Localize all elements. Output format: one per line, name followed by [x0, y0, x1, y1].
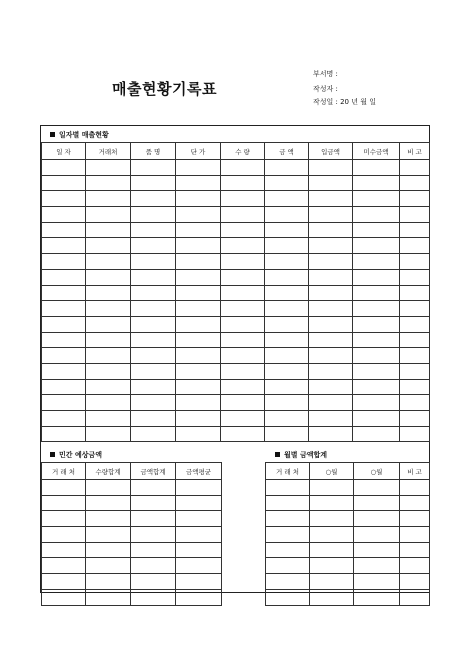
table-cell[interactable]: [131, 160, 176, 176]
table-cell[interactable]: [265, 269, 309, 285]
table-cell[interactable]: [265, 175, 309, 191]
table-cell[interactable]: [400, 332, 430, 348]
table-cell[interactable]: [86, 160, 131, 176]
section-daily-sales-title: [50, 130, 109, 140]
table-row: [266, 542, 430, 558]
table-cell[interactable]: [309, 191, 353, 207]
table-cell[interactable]: [353, 160, 400, 176]
table-cell[interactable]: [310, 558, 354, 574]
table-cell[interactable]: [131, 254, 176, 270]
table-cell[interactable]: [266, 495, 310, 511]
table-cell[interactable]: [400, 160, 430, 176]
table-cell[interactable]: [42, 269, 86, 285]
table-cell[interactable]: [42, 254, 86, 270]
table-cell[interactable]: [86, 316, 131, 332]
table-row: [42, 285, 430, 301]
column-header: 거래처: [86, 143, 131, 160]
document-title: 매출현황기록표: [112, 80, 217, 98]
column-header: 비 고: [400, 143, 430, 160]
table-cell[interactable]: [265, 285, 309, 301]
column-header: 금액합계: [131, 463, 176, 480]
column-header: 수 량: [221, 143, 265, 160]
department-field: 부서명 :: [313, 70, 338, 78]
table-cell[interactable]: [400, 316, 430, 332]
table-cell[interactable]: [221, 269, 265, 285]
table-cell[interactable]: [176, 480, 222, 496]
column-header: ○월: [310, 463, 354, 480]
table-cell[interactable]: [86, 511, 131, 527]
table-cell[interactable]: [131, 558, 176, 574]
table-cell[interactable]: [309, 285, 353, 301]
table-cell[interactable]: [176, 191, 221, 207]
table-cell[interactable]: [265, 254, 309, 270]
table-cell[interactable]: [266, 589, 310, 605]
table-cell[interactable]: [131, 269, 176, 285]
column-header: 입금액: [309, 143, 353, 160]
table-cell[interactable]: [86, 332, 131, 348]
table-cell[interactable]: [309, 426, 353, 442]
table-row: [266, 527, 430, 543]
table-row: [42, 527, 222, 543]
table-cell[interactable]: [131, 348, 176, 364]
table-cell[interactable]: [42, 542, 86, 558]
table-cell[interactable]: [400, 191, 430, 207]
table-cell[interactable]: [131, 542, 176, 558]
table-row: [42, 238, 430, 254]
table-cell[interactable]: [221, 222, 265, 238]
table-cell[interactable]: [353, 254, 400, 270]
table-cell[interactable]: [131, 589, 176, 605]
table-cell[interactable]: [131, 175, 176, 191]
table-cell[interactable]: [353, 222, 400, 238]
table-cell[interactable]: [354, 558, 400, 574]
table-row: [42, 379, 430, 395]
table-row: [42, 411, 430, 427]
table-cell[interactable]: [400, 480, 430, 496]
table-cell[interactable]: [309, 363, 353, 379]
table-cell[interactable]: [400, 495, 430, 511]
table-cell[interactable]: [353, 175, 400, 191]
table-cell[interactable]: [265, 332, 309, 348]
table-cell[interactable]: [310, 495, 354, 511]
column-header: 일 자: [42, 143, 86, 160]
table-cell[interactable]: [265, 363, 309, 379]
table-cell[interactable]: [309, 348, 353, 364]
table-cell[interactable]: [400, 301, 430, 317]
table-cell[interactable]: [42, 348, 86, 364]
table-cell[interactable]: [400, 285, 430, 301]
table-cell[interactable]: [86, 207, 131, 223]
square-bullet-icon: [50, 132, 55, 137]
table-row: [266, 558, 430, 574]
table-cell[interactable]: [354, 480, 400, 496]
table-cell[interactable]: [131, 411, 176, 427]
table-cell[interactable]: [266, 527, 310, 543]
table-cell[interactable]: [42, 411, 86, 427]
monthly-total-table: [265, 462, 430, 606]
column-header: 수량합계: [86, 463, 131, 480]
table-cell[interactable]: [176, 411, 221, 427]
table-cell[interactable]: [309, 238, 353, 254]
table-cell[interactable]: [131, 316, 176, 332]
table-cell[interactable]: [86, 222, 131, 238]
column-header: 품 명: [131, 143, 176, 160]
table-cell[interactable]: [221, 254, 265, 270]
table-cell[interactable]: [86, 363, 131, 379]
table-cell[interactable]: [176, 542, 222, 558]
table-cell[interactable]: [265, 395, 309, 411]
table-cell[interactable]: [176, 348, 221, 364]
table-cell[interactable]: [265, 191, 309, 207]
table-cell[interactable]: [42, 363, 86, 379]
table-cell[interactable]: [310, 511, 354, 527]
table-cell[interactable]: [310, 527, 354, 543]
table-cell[interactable]: [42, 238, 86, 254]
table-cell[interactable]: [176, 316, 221, 332]
table-cell[interactable]: [42, 379, 86, 395]
table-cell[interactable]: [354, 527, 400, 543]
table-cell[interactable]: [353, 411, 400, 427]
table-cell[interactable]: [265, 348, 309, 364]
table-cell[interactable]: [400, 238, 430, 254]
table-cell[interactable]: [176, 285, 221, 301]
monthly-total-header-row: [266, 463, 430, 480]
table-cell[interactable]: [309, 316, 353, 332]
table-cell[interactable]: [353, 301, 400, 317]
table-cell[interactable]: [353, 316, 400, 332]
table-cell[interactable]: [176, 426, 221, 442]
table-cell[interactable]: [42, 574, 86, 590]
table-cell[interactable]: [400, 511, 430, 527]
table-cell[interactable]: [42, 160, 86, 176]
table-cell[interactable]: [353, 191, 400, 207]
table-row: [42, 542, 222, 558]
table-cell[interactable]: [353, 238, 400, 254]
table-row: [42, 332, 430, 348]
column-header: ○월: [354, 463, 400, 480]
table-cell[interactable]: [131, 301, 176, 317]
table-cell[interactable]: [86, 175, 131, 191]
table-cell[interactable]: [265, 379, 309, 395]
table-cell[interactable]: [400, 395, 430, 411]
table-cell[interactable]: [131, 395, 176, 411]
table-cell[interactable]: [131, 379, 176, 395]
table-cell[interactable]: [176, 207, 221, 223]
table-cell[interactable]: [221, 426, 265, 442]
table-cell[interactable]: [266, 542, 310, 558]
column-header: 비 고: [400, 463, 430, 480]
table-cell[interactable]: [176, 238, 221, 254]
table-row: [42, 160, 430, 176]
table-cell[interactable]: [176, 574, 222, 590]
table-cell[interactable]: [266, 480, 310, 496]
table-row: [266, 511, 430, 527]
table-cell[interactable]: [86, 379, 131, 395]
table-cell[interactable]: [400, 269, 430, 285]
table-cell[interactable]: [176, 254, 221, 270]
table-cell[interactable]: [176, 269, 221, 285]
table-cell[interactable]: [42, 191, 86, 207]
table-cell[interactable]: [176, 332, 221, 348]
table-cell[interactable]: [354, 542, 400, 558]
table-cell[interactable]: [42, 589, 86, 605]
table-cell[interactable]: [354, 511, 400, 527]
column-header: 미수금액: [353, 143, 400, 160]
table-cell[interactable]: [400, 175, 430, 191]
table-cell[interactable]: [400, 363, 430, 379]
table-cell[interactable]: [265, 316, 309, 332]
table-cell[interactable]: [309, 379, 353, 395]
table-cell[interactable]: [310, 589, 354, 605]
table-cell[interactable]: [353, 395, 400, 411]
table-cell[interactable]: [265, 207, 309, 223]
table-cell[interactable]: [353, 269, 400, 285]
table-cell[interactable]: [86, 395, 131, 411]
table-cell[interactable]: [265, 238, 309, 254]
table-cell[interactable]: [309, 332, 353, 348]
table-cell[interactable]: [309, 207, 353, 223]
table-cell[interactable]: [221, 191, 265, 207]
table-cell[interactable]: [400, 411, 430, 427]
table-cell[interactable]: [265, 222, 309, 238]
table-cell[interactable]: [400, 589, 430, 605]
section-expected-amount-title: [50, 450, 102, 460]
table-row: [42, 175, 430, 191]
table-row: [42, 301, 430, 317]
table-cell[interactable]: [400, 527, 430, 543]
table-cell[interactable]: [353, 207, 400, 223]
column-header: 금 액: [265, 143, 309, 160]
table-cell[interactable]: [176, 160, 221, 176]
table-cell[interactable]: [131, 222, 176, 238]
section-expected-amount-label: 민간 예상금액: [59, 451, 103, 459]
section-monthly-total-title: [275, 450, 327, 460]
table-row: [266, 589, 430, 605]
table-cell[interactable]: [265, 411, 309, 427]
table-cell[interactable]: [86, 527, 131, 543]
date-field: 작성일 : 20 년 월 일: [313, 98, 376, 106]
section-monthly-total-label: 월별 금액합계: [284, 451, 328, 459]
table-cell[interactable]: [42, 558, 86, 574]
expected-amount-header-row: [42, 463, 222, 480]
table-cell[interactable]: [221, 238, 265, 254]
table-cell[interactable]: [86, 285, 131, 301]
table-cell[interactable]: [86, 574, 131, 590]
table-cell[interactable]: [176, 495, 222, 511]
table-cell[interactable]: [86, 191, 131, 207]
table-cell[interactable]: [400, 222, 430, 238]
table-row: [266, 495, 430, 511]
table-cell[interactable]: [265, 426, 309, 442]
table-cell[interactable]: [310, 480, 354, 496]
table-cell[interactable]: [221, 316, 265, 332]
column-header: 거 래 처: [266, 463, 310, 480]
table-cell[interactable]: [310, 574, 354, 590]
table-cell[interactable]: [221, 348, 265, 364]
table-row: [42, 395, 430, 411]
table-row: [42, 222, 430, 238]
table-cell[interactable]: [309, 175, 353, 191]
table-cell[interactable]: [86, 426, 131, 442]
table-cell[interactable]: [309, 411, 353, 427]
table-cell[interactable]: [86, 348, 131, 364]
table-cell[interactable]: [42, 495, 86, 511]
table-cell[interactable]: [400, 379, 430, 395]
table-cell[interactable]: [176, 395, 221, 411]
table-cell[interactable]: [266, 511, 310, 527]
table-cell[interactable]: [131, 207, 176, 223]
table-cell[interactable]: [400, 254, 430, 270]
table-cell[interactable]: [86, 254, 131, 270]
table-cell[interactable]: [42, 222, 86, 238]
table-cell[interactable]: [221, 332, 265, 348]
table-cell[interactable]: [400, 348, 430, 364]
table-cell[interactable]: [86, 301, 131, 317]
table-cell[interactable]: [221, 395, 265, 411]
table-cell[interactable]: [310, 542, 354, 558]
table-row: [266, 574, 430, 590]
table-cell[interactable]: [42, 175, 86, 191]
table-cell[interactable]: [86, 480, 131, 496]
expected-amount-table: [41, 462, 222, 606]
table-cell[interactable]: [309, 395, 353, 411]
table-cell[interactable]: [131, 574, 176, 590]
table-cell[interactable]: [86, 542, 131, 558]
table-cell[interactable]: [309, 222, 353, 238]
table-row: [42, 207, 430, 223]
table-cell[interactable]: [353, 426, 400, 442]
table-cell[interactable]: [42, 480, 86, 496]
table-cell[interactable]: [176, 301, 221, 317]
table-row: [42, 426, 430, 442]
table-cell[interactable]: [42, 316, 86, 332]
table-cell[interactable]: [176, 511, 222, 527]
table-cell[interactable]: [266, 558, 310, 574]
table-cell[interactable]: [86, 495, 131, 511]
table-cell[interactable]: [221, 379, 265, 395]
table-row: [42, 363, 430, 379]
table-cell[interactable]: [42, 527, 86, 543]
table-cell[interactable]: [266, 574, 310, 590]
table-cell[interactable]: [42, 285, 86, 301]
table-cell[interactable]: [176, 379, 221, 395]
table-cell[interactable]: [42, 332, 86, 348]
table-cell[interactable]: [221, 160, 265, 176]
table-cell[interactable]: [42, 301, 86, 317]
table-row: [42, 348, 430, 364]
table-cell[interactable]: [86, 589, 131, 605]
table-cell[interactable]: [42, 207, 86, 223]
column-header: 거 래 처: [42, 463, 86, 480]
table-cell[interactable]: [309, 160, 353, 176]
table-cell[interactable]: [354, 574, 400, 590]
table-cell[interactable]: [221, 301, 265, 317]
table-cell[interactable]: [354, 495, 400, 511]
table-row: [42, 589, 222, 605]
daily-sales-table: [41, 142, 430, 442]
column-header: 금액평균: [176, 463, 222, 480]
column-header: 단 가: [176, 143, 221, 160]
table-cell[interactable]: [221, 411, 265, 427]
square-bullet-icon: [50, 452, 55, 457]
table-cell[interactable]: [353, 363, 400, 379]
table-cell[interactable]: [131, 426, 176, 442]
table-cell[interactable]: [176, 222, 221, 238]
table-row: [42, 316, 430, 332]
author-field: 작성자 :: [313, 85, 338, 93]
table-cell[interactable]: [400, 574, 430, 590]
table-cell[interactable]: [353, 332, 400, 348]
table-row: [42, 511, 222, 527]
table-cell[interactable]: [131, 511, 176, 527]
table-cell[interactable]: [221, 363, 265, 379]
table-cell[interactable]: [86, 411, 131, 427]
table-cell[interactable]: [176, 527, 222, 543]
table-cell[interactable]: [42, 426, 86, 442]
table-cell[interactable]: [131, 480, 176, 496]
daily-sales-header-row: [42, 143, 430, 160]
table-row: [42, 191, 430, 207]
table-cell[interactable]: [400, 542, 430, 558]
table-row: [42, 558, 222, 574]
table-cell[interactable]: [176, 558, 222, 574]
table-row: [42, 574, 222, 590]
table-cell[interactable]: [309, 301, 353, 317]
table-cell[interactable]: [131, 191, 176, 207]
table-cell[interactable]: [176, 589, 222, 605]
table-cell[interactable]: [353, 348, 400, 364]
table-cell[interactable]: [131, 332, 176, 348]
table-cell[interactable]: [131, 238, 176, 254]
table-cell[interactable]: [131, 527, 176, 543]
table-cell[interactable]: [400, 426, 430, 442]
table-row: [266, 480, 430, 496]
table-cell[interactable]: [131, 495, 176, 511]
table-cell[interactable]: [221, 207, 265, 223]
table-cell[interactable]: [221, 175, 265, 191]
table-cell[interactable]: [42, 395, 86, 411]
table-cell[interactable]: [131, 285, 176, 301]
table-row: [42, 495, 222, 511]
table-cell[interactable]: [86, 269, 131, 285]
table-cell[interactable]: [131, 363, 176, 379]
table-cell[interactable]: [42, 511, 86, 527]
table-cell[interactable]: [86, 238, 131, 254]
table-row: [42, 269, 430, 285]
table-cell[interactable]: [354, 589, 400, 605]
table-cell[interactable]: [86, 558, 131, 574]
table-cell[interactable]: [265, 160, 309, 176]
square-bullet-icon: [275, 452, 280, 457]
table-cell[interactable]: [265, 301, 309, 317]
table-cell[interactable]: [353, 379, 400, 395]
table-cell[interactable]: [176, 363, 221, 379]
table-cell[interactable]: [353, 285, 400, 301]
table-cell[interactable]: [309, 269, 353, 285]
table-row: [42, 480, 222, 496]
table-cell[interactable]: [309, 254, 353, 270]
table-cell[interactable]: [400, 207, 430, 223]
section-daily-sales-label: 일자별 매출현황: [59, 131, 109, 139]
table-cell[interactable]: [400, 558, 430, 574]
table-cell[interactable]: [221, 285, 265, 301]
table-row: [42, 254, 430, 270]
table-cell[interactable]: [176, 175, 221, 191]
